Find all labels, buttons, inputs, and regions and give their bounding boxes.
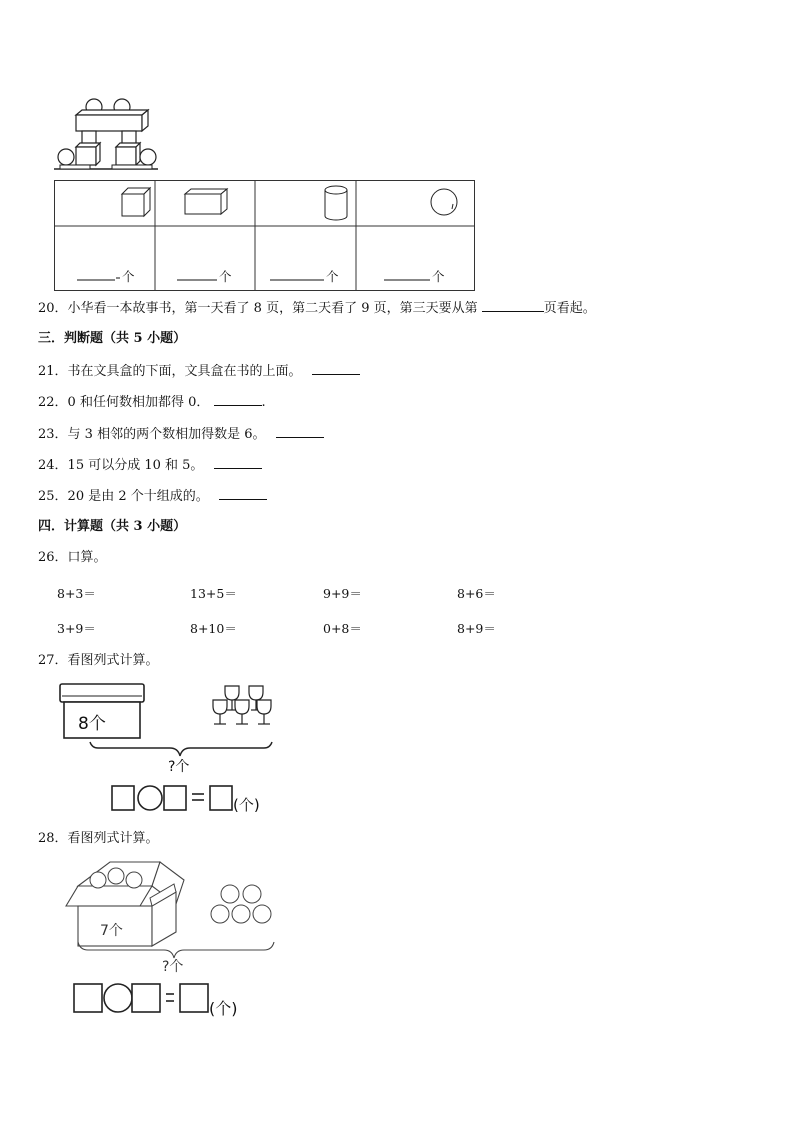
section-4-title: 四．计算题（共 3 小题）	[38, 519, 187, 534]
answer-blank[interactable]	[214, 393, 262, 406]
sphere-count-unit: 个	[432, 269, 445, 284]
building-blocks-figure	[52, 95, 162, 177]
cuboid-count-unit: 个	[219, 269, 232, 284]
calc-item: 8+3＝	[57, 586, 96, 601]
question-20: 20．小华看一本故事书，第一天看了 8 页，第二天看了 9 页，第三天要从第 页看起。	[38, 301, 596, 316]
cylinder-icon	[325, 186, 347, 220]
question-25: 25．20 是由 2 个十组成的。	[38, 487, 267, 506]
question-27: 27．看图列式计算。	[38, 653, 159, 668]
answer-blank[interactable]	[276, 425, 324, 438]
cylinder-count-unit: 个	[326, 269, 339, 284]
calc-item: 0+8＝	[323, 621, 362, 636]
box-label: 7个	[100, 923, 123, 939]
open-box-and-apples-figure	[64, 858, 284, 1018]
section-3-title: 三．判断题（共 5 小题）	[38, 331, 187, 346]
cube-icon	[122, 188, 150, 216]
apple-icon	[211, 885, 271, 923]
calc-item: 3+9＝	[57, 621, 96, 636]
calc-item: 8+6＝	[457, 586, 496, 601]
calc-item: 9+9＝	[323, 586, 362, 601]
question-21: 21．书在文具盒的下面，文具盒在书的上面。	[38, 362, 360, 381]
question-24: 24．15 可以分成 10 和 5。	[38, 456, 262, 475]
calc-item: 13+5＝	[190, 586, 237, 601]
question-26: 26．口算。	[38, 550, 107, 565]
question-23: 23．与 3 相邻的两个数相加得数是 6。	[38, 425, 324, 444]
cuboid-icon	[185, 189, 227, 214]
box-label: 8个	[78, 714, 106, 734]
answer-blank[interactable]	[219, 487, 267, 500]
goblet-icon	[213, 686, 271, 724]
unit-label: (个)	[233, 796, 260, 814]
answer-blank[interactable]	[214, 456, 262, 469]
answer-blank[interactable]	[482, 299, 544, 312]
calc-item: 8+10＝	[190, 621, 237, 636]
question-28: 28．看图列式计算。	[38, 831, 159, 846]
question-22: 22．0 和任何数相加都得 0． .	[38, 395, 266, 410]
sphere-icon	[431, 189, 457, 215]
unit-label: (个)	[209, 999, 238, 1018]
answer-blank[interactable]	[312, 362, 360, 375]
calc-item: 8+9＝	[457, 621, 496, 636]
question-mark-label: ?个	[162, 959, 184, 975]
question-mark-label: ?个	[168, 759, 190, 775]
cube-count-unit: 个	[122, 269, 135, 284]
shape-count-table	[54, 180, 476, 292]
